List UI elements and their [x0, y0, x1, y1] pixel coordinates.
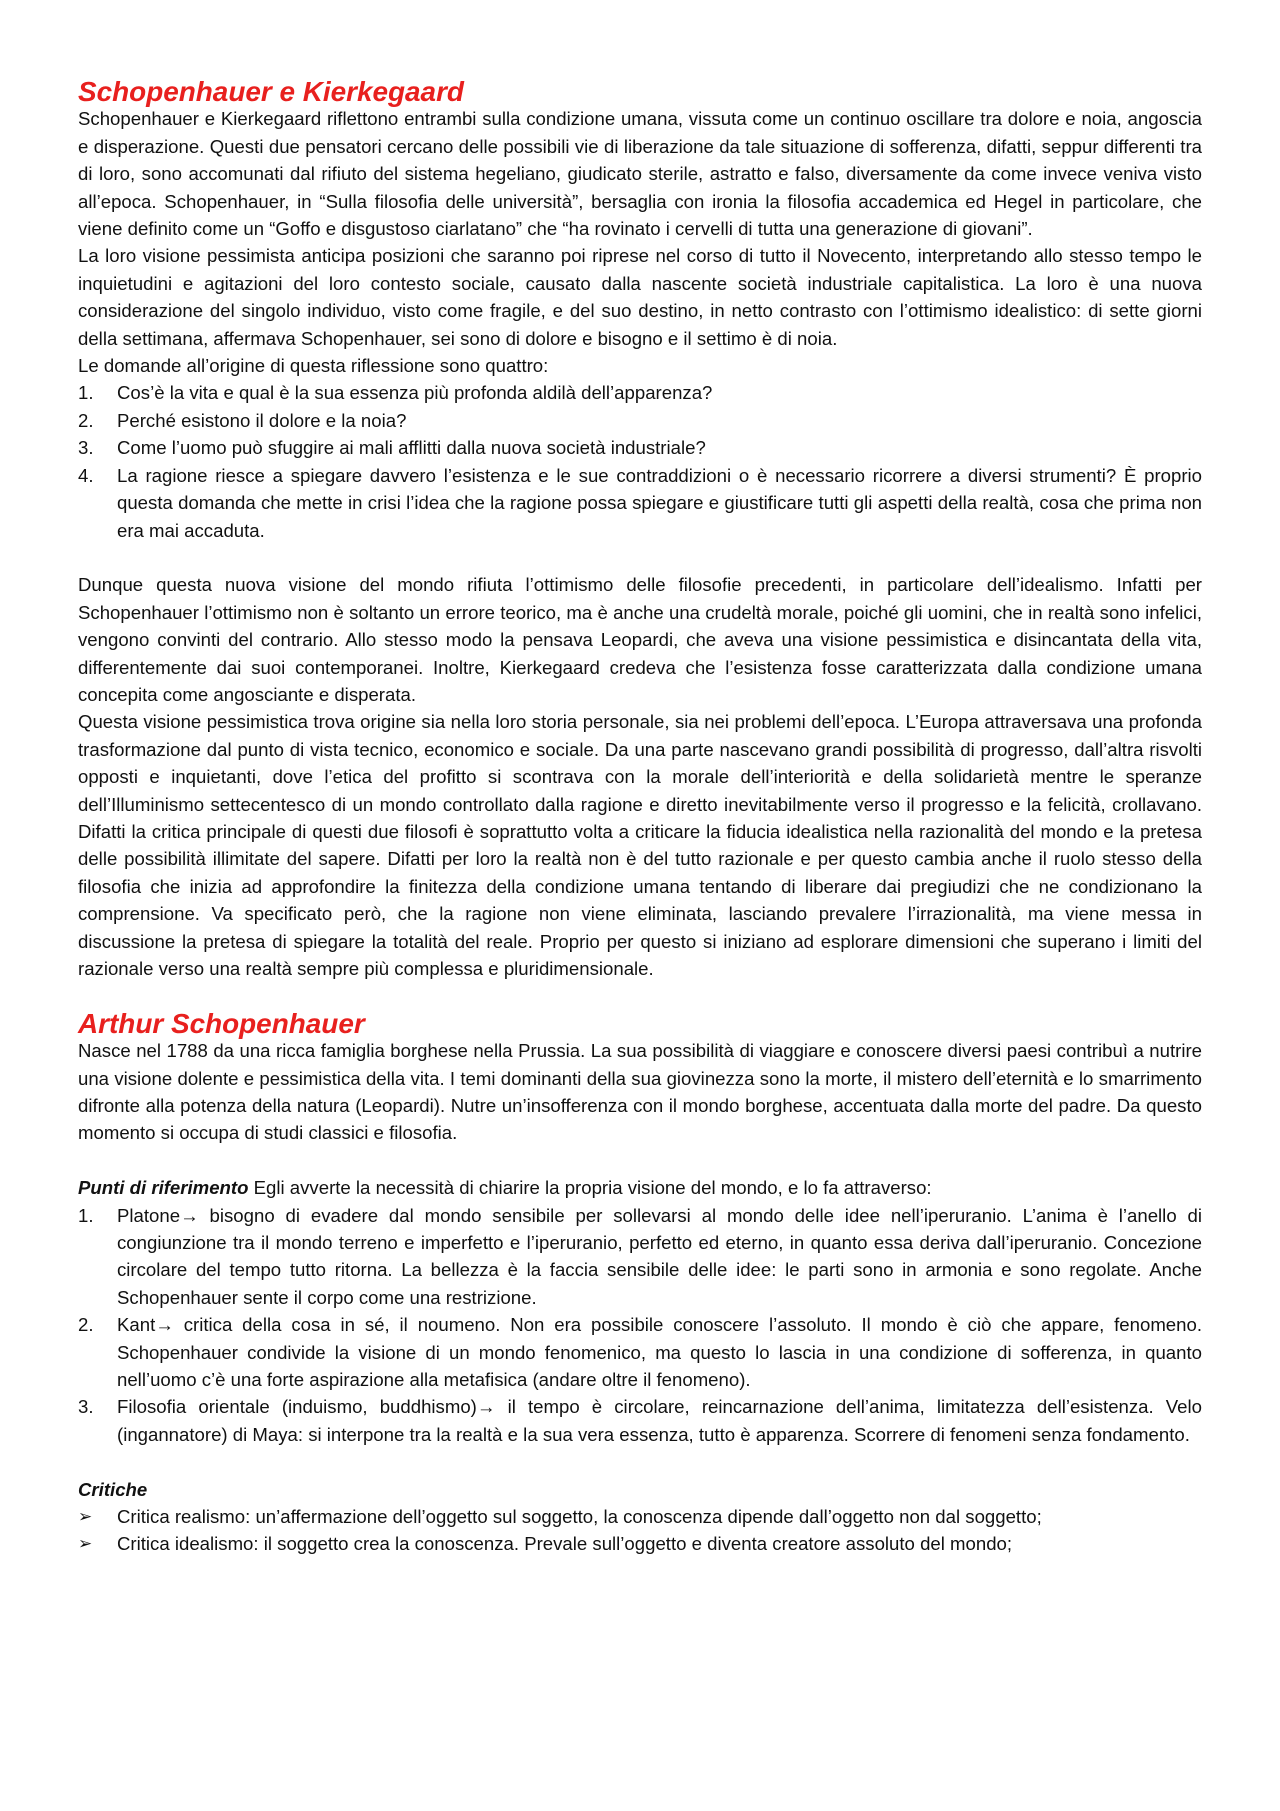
- list-number: 2.: [78, 1314, 94, 1336]
- list-number: 3.: [78, 437, 94, 459]
- arrow-right-icon: →: [155, 1314, 174, 1336]
- list-number: 1.: [78, 1204, 94, 1226]
- list-item-text: critica della cosa in sé, il noumeno. Non era possibile conoscere l’assoluto. Il mondo è ciò che appare, fenomeno. Schopenhauer condivide la visione di un mondo fenomenico, ma questo lo lascia in una condizione di sofferenza, in quanto nell’uomo c’è una forte aspirazione alla metafisica (andare oltre il fenomeno).: [117, 1314, 1202, 1391]
- section-title-intro: Schopenhauer e Kierkegaard: [78, 76, 464, 107]
- list-item-text: La ragione riesce a spiegare davvero l’esistenza e le sue contraddizioni o è necessario ricorrere a diversi strumenti? È proprio questa domanda che mette in crisi l’idea che la ragione possa spiegare e giustificare tutti gli aspetti della realtà, cosa che prima non era mai accaduta.: [117, 464, 1202, 541]
- references-intro-text: Egli avverte la necessità di chiarire la propria visione del mondo, e lo fa attraverso:: [248, 1177, 932, 1199]
- arrowhead-bullet-icon: ➢: [78, 1534, 93, 1554]
- list-item: [78, 462, 1202, 544]
- arrow-right-icon: →: [180, 1204, 199, 1226]
- list-item: [78, 1393, 1202, 1448]
- list-item: [78, 1503, 1202, 1530]
- spacer: [78, 1448, 1202, 1475]
- list-number: 1.: [78, 382, 94, 404]
- section-title-schopenhauer: Arthur Schopenhauer: [78, 1007, 365, 1039]
- list-item-text: il tempo è circolare, reincarnazione dell’anima, limitatezza dell’esistenza. Velo (ingannatore) di Maya: si interpone tra la realtà e la sua vera essenza, tutto è apparenza. Scorrere di fenomeni senza fondamento.: [117, 1396, 1202, 1445]
- spacer: [78, 1147, 1202, 1174]
- list-item-text: Cos’è la vita e qual è la sua essenza più profonda aldilà dell’apparenza?: [117, 382, 713, 404]
- list-item-text: Critica realismo: un’affermazione dell’oggetto sul soggetto, la conoscenza dipende dall’oggetto non dal soggetto;: [117, 1506, 1042, 1528]
- arrowhead-bullet-icon: ➢: [78, 1507, 93, 1527]
- list-item: [78, 1311, 1202, 1393]
- references-list: [78, 1202, 1202, 1449]
- list-item-text: bisogno di evadere dal mondo sensibile per sollevarsi al mondo delle idee nell’iperuranio. L’anima è l’anello di congiunzione tra il mondo terreno e imperfetto e l’iperuranio, perfetto ed eterno, in quanto essa deriva dall’iperuranio. Concezione circolare del tempo tutto ritorna. La bellezza è la faccia sensibile delle idee: le parti sono in armonia e sono regolate. Anche Schopenhauer sente il corpo come una restrizione.: [117, 1204, 1202, 1308]
- list-item: [78, 434, 1202, 461]
- reference-term: Platone: [117, 1204, 181, 1226]
- list-item: [78, 379, 1202, 406]
- intro-paragraph-5: Questa visione pessimistica trova origine sia nella loro storia personale, sia nei problemi dell’epoca. L’Europa attraversava una profonda trasformazione dal punto di vista tecnico, economico e sociale. Da una parte nascevano grandi possibilità di progresso, dall’altra risvolti opposti e inquietanti, dove l’etica del profitto si scontrava con la morale dell’interiorità e della solidarietà mentre le speranze dell’Illuminismo settecentesco di un mondo controllato dalla ragione e diretto inevitabilmente verso il progresso e la felicità, crollavano. Difatti la critica principale di questi due filosofi è soprattutto volta a criticare la fiducia idealistica nella razionalità del mondo e la pretesa delle possibilità illimitate del sapere. Difatti per loro la realtà non è del tutto razionale e per questo cambia anche il ruolo stesso della filosofia che inizia ad approfondire la finitezza della condizione umana tentando di liberare dai pregiudizi che ne condizionano la comprensione. Va specificato però, che la ragione non viene eliminata, lasciando prevalere l’irrazionalità, ma viene messa in discussione la pretesa di spiegare la totalità del reale. Proprio per questo si iniziano ad esplorare dimensioni che superano i limiti del razionale verso una realtà sempre più complessa e pluridimensionale.: [78, 711, 1202, 979]
- references-label: Punti di riferimento: [78, 1177, 249, 1199]
- questions-list: [78, 379, 1202, 543]
- intro-paragraph-2: La loro visione pessimista anticipa posizioni che saranno poi riprese nel corso di tutto il Novecento, interpretando allo stesso tempo le inquietudini e agitazioni del loro contesto sociale, causato dalla nascente società industriale capitalistica. La loro è una nuova considerazione del singolo individuo, visto come fragile, e del suo destino, in netto contrasto con l’ottimismo idealistico: di sette giorni della settimana, affermava Schopenhauer, sei sono di dolore e bisogno e il settimo è di noia.: [78, 245, 1202, 349]
- intro-paragraph-4: Dunque questa nuova visione del mondo rifiuta l’ottimismo delle filosofie precedenti, in particolare dell’idealismo. Infatti per Schopenhauer l’ottimismo non è soltanto un errore teorico, ma è anche una crudeltà morale, poiché gli uomini, che in realtà sono infelici, vengono convinti del contrario. Allo stesso modo la pensava Leopardi, che aveva una visione pessimistica e disincantata della vita, differentemente dai suoi contemporanei. Inoltre, Kierkegaard credeva che l’esistenza fosse caratterizzata dalla condizione umana concepita come angosciante e disperata.: [78, 574, 1202, 705]
- spacer: [78, 544, 1202, 571]
- list-number: 4.: [78, 464, 94, 486]
- references-intro: [78, 1174, 1202, 1201]
- list-item-text: Come l’uomo può sfuggire ai mali afflitti dalla nuova società industriale?: [117, 437, 706, 459]
- reference-term: Kant: [117, 1314, 156, 1336]
- list-item-text: Critica idealismo: il soggetto crea la conoscenza. Prevale sull’oggetto e diventa creatore assoluto del mondo;: [117, 1533, 1013, 1555]
- spacer: [78, 982, 1202, 1009]
- critiques-label: Critiche: [78, 1478, 148, 1500]
- critiques-list: [78, 1503, 1202, 1558]
- list-item: [78, 1530, 1202, 1557]
- reference-term: Filosofia orientale (induismo, buddhismo): [117, 1396, 477, 1418]
- intro-paragraph-1: Schopenhauer e Kierkegaard riflettono entrambi sulla condizione umana, vissuta come un continuo oscillare tra dolore e noia, angoscia e disperazione. Questi due pensatori cercano delle possibili vie di liberazione da tale situazione di sofferenza, difatti, seppur differenti tra di loro, sono accomunati dal rifiuto del sistema hegeliano, giudicato sterile, astratto e falso, diversamente da come invece veniva visto all’epoca. Schopenhauer, in “Sulla filosofia delle università”, bersaglia con ironia la filosofia accademica ed Hegel in particolare, che viene definito come un “Goffo e disgustoso ciarlatano” che “ha rovinato i cervelli di tutta una generazione di giovani”.: [78, 108, 1202, 240]
- intro-paragraph-3: Le domande all’origine di questa riflessione sono quattro:: [78, 355, 549, 377]
- document-page: [78, 78, 1202, 1558]
- critiques-heading: [78, 1476, 1202, 1503]
- list-item-text: Perché esistono il dolore e la noia?: [117, 409, 407, 431]
- list-item: [78, 407, 1202, 434]
- arrow-right-icon: →: [476, 1396, 496, 1418]
- biography-paragraph: Nasce nel 1788 da una ricca famiglia borghese nella Prussia. La sua possibilità di viaggiare e conoscere diversi paesi contribuì a nutrire una visione dolente e pessimistica della vita. I temi dominanti della sua giovinezza sono la morte, il mistero dell’eternità e lo smarrimento difronte alla potenza della natura (Leopardi). Nutre un’insofferenza con il mondo borghese, accentuata dalla morte del padre. Da questo momento si occupa di studi classici e filosofia.: [78, 1040, 1202, 1144]
- list-number: 3.: [78, 1396, 94, 1418]
- list-item: [78, 1202, 1202, 1312]
- list-number: 2.: [78, 409, 94, 431]
